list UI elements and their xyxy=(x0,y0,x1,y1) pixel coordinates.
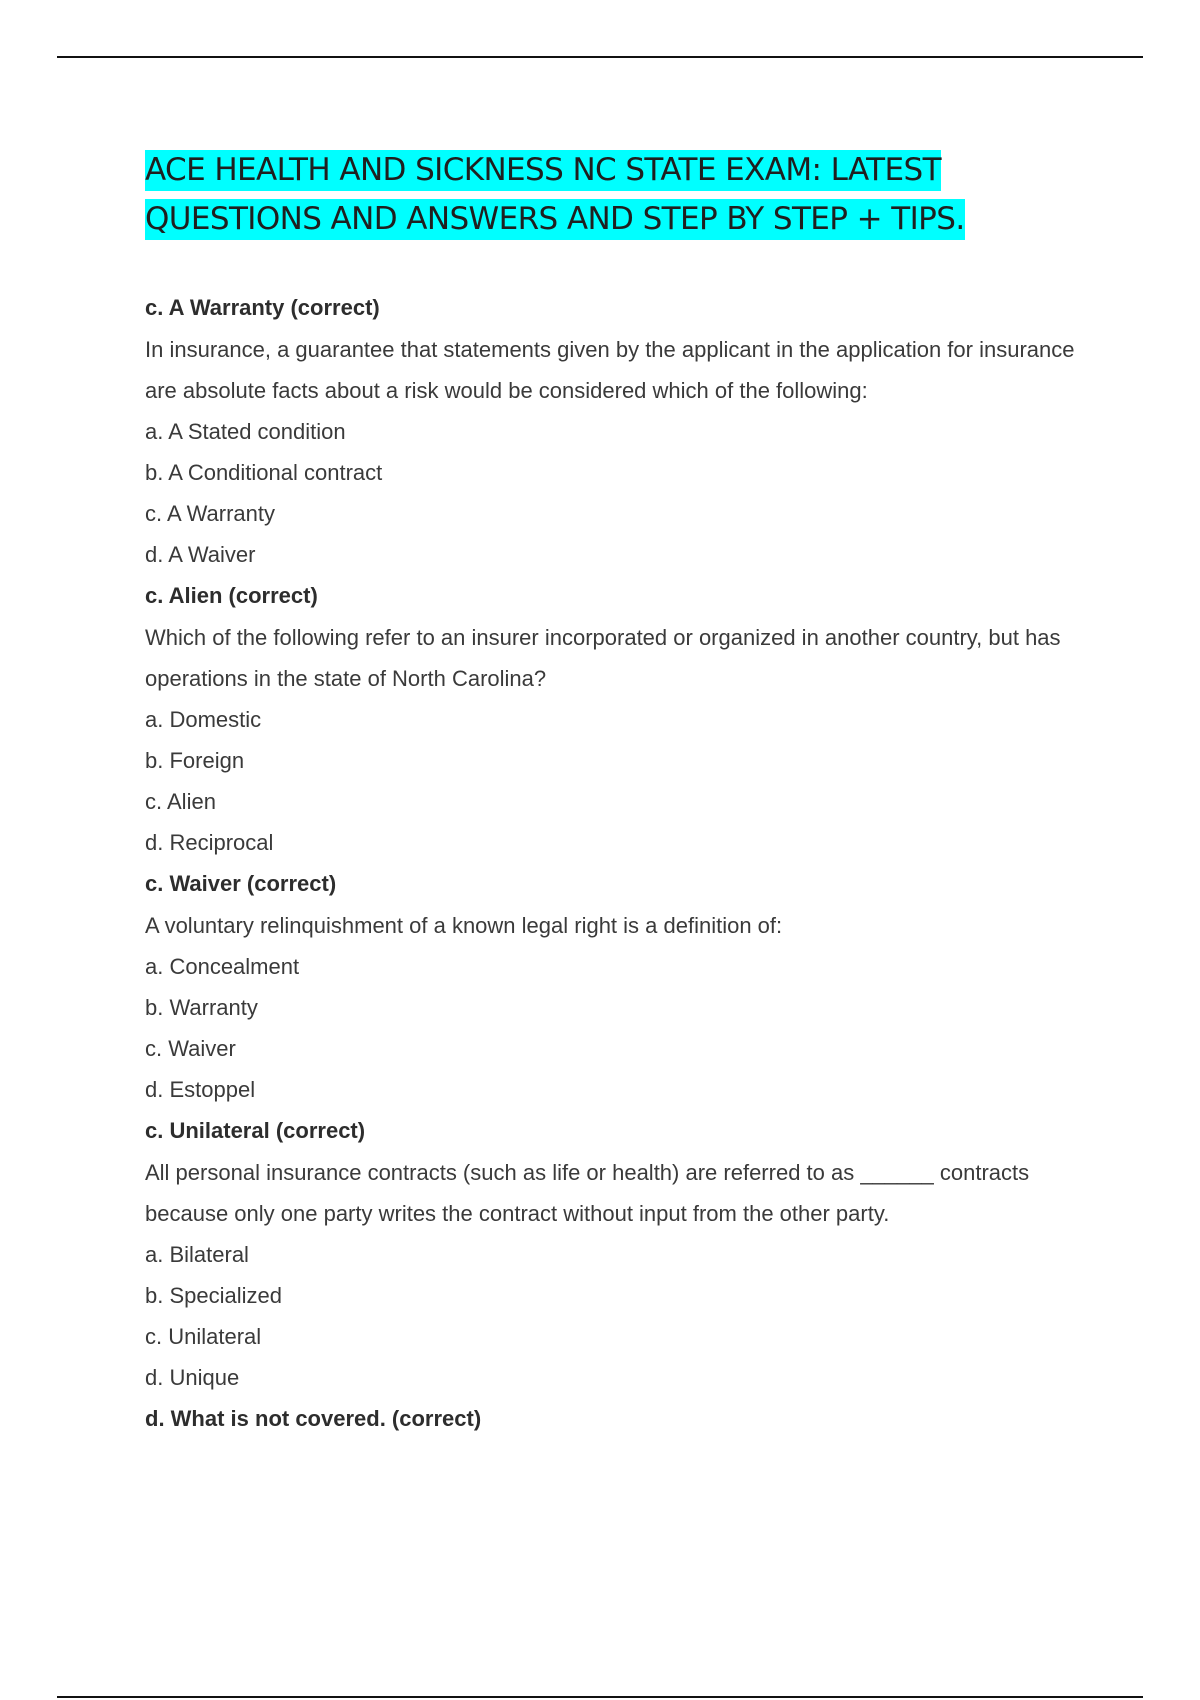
correct-answer: c. Alien (correct) xyxy=(145,583,318,608)
option-b: b. Specialized xyxy=(145,1283,282,1308)
qa-item xyxy=(145,1110,1085,1398)
correct-answer: c. A Warranty (correct) xyxy=(145,295,380,320)
qa-content xyxy=(145,287,1085,1440)
option-a: a. Concealment xyxy=(145,954,300,979)
question-text: A voluntary relinquishment of a known legal right is a definition of: xyxy=(145,913,783,938)
correct-answer: c. Unilateral (correct) xyxy=(145,1118,366,1143)
option-b: b. A Conditional contract xyxy=(145,460,383,485)
qa-item xyxy=(145,287,1085,575)
footer-rule xyxy=(57,1696,1143,1698)
header-rule xyxy=(57,56,1143,58)
title-line-1: ACE HEALTH AND SICKNESS NC STATE EXAM: LATEST xyxy=(145,150,941,191)
option-b: b. Foreign xyxy=(145,748,245,773)
option-b: b. Warranty xyxy=(145,995,258,1020)
option-a: a. Domestic xyxy=(145,707,262,732)
option-a: a. A Stated condition xyxy=(145,419,346,444)
option-d: d. Unique xyxy=(145,1365,240,1390)
correct-answer: c. Waiver (correct) xyxy=(145,871,337,896)
option-c: c. Alien xyxy=(145,789,216,814)
option-d: d. A Waiver xyxy=(145,542,256,567)
option-d: d. Reciprocal xyxy=(145,830,274,855)
qa-item xyxy=(145,575,1085,863)
final-correct-answer: d. What is not covered. (correct) xyxy=(145,1406,482,1431)
option-d: d. Estoppel xyxy=(145,1077,256,1102)
qa-item xyxy=(145,863,1085,1110)
option-c: c. Waiver xyxy=(145,1036,236,1061)
option-c: c. Unilateral xyxy=(145,1324,262,1349)
option-c: c. A Warranty xyxy=(145,501,276,526)
question-text: In insurance, a guarantee that statements given by the applicant in the application for insurance are absolute facts about a risk would be considered which of the following: xyxy=(145,337,1075,403)
document-title xyxy=(145,146,1145,244)
question-text: Which of the following refer to an insurer incorporated or organized in another country, but has operations in the state of North Carolina? xyxy=(145,625,1061,691)
title-line-2: QUESTIONS AND ANSWERS AND STEP BY STEP + TIPS. xyxy=(145,199,965,240)
option-a: a. Bilateral xyxy=(145,1242,249,1267)
question-text: All personal insurance contracts (such as life or health) are referred to as ______ contracts because only one party writes the contract without input from the other party. xyxy=(145,1160,1030,1226)
